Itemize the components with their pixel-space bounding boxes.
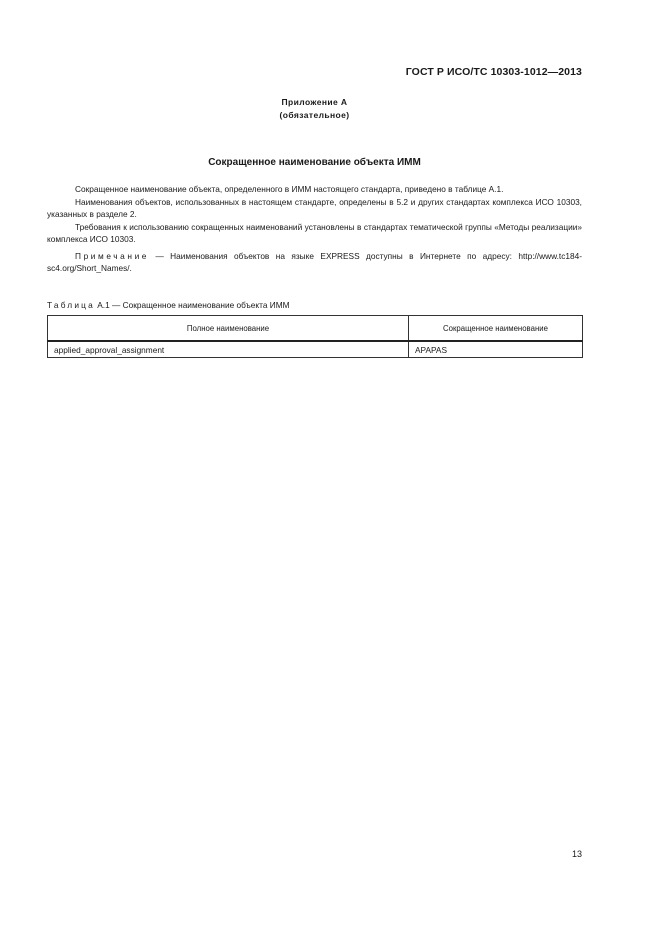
note-text: — Наименования объектов на языке EXPRESS доступны в Интернете по адресу: http://www.tc184-sc4.org/Short_Names/. — [47, 250, 582, 273]
page-number: 13 — [571, 849, 582, 859]
table-header-row — [48, 316, 583, 342]
short-names-table — [47, 315, 583, 358]
paragraph-2: Наименования объектов, использованных в настоящем стандарте, определены в 5.2 и других стандартах комплекса ИСО 10303, указанных в разделе 2. — [47, 196, 582, 219]
table-caption-label: Таблица — [47, 300, 95, 310]
annex-heading — [0, 96, 629, 122]
header-full-name: Полное наименование — [48, 316, 409, 342]
section-title: Сокращенное наименование объекта ИММ — [208, 157, 421, 168]
annex-status: (обязательное) — [279, 110, 350, 120]
paragraph-1: Сокращенное наименование объекта, определенного в ИММ настоящего стандарта, приведено в таблице А.1. — [75, 184, 504, 194]
paragraph-3: Требования к использованию сокращенных наименований установлены в стандартах тематической группы «Методы реализации» комплекса ИСО 10303. — [47, 221, 582, 244]
table-caption-text: А.1 — Сокращенное наименование объекта ИММ — [94, 300, 290, 310]
table-row — [48, 341, 583, 358]
document-code: ГОСТ Р ИСО/ТС 10303-1012—2013 — [405, 66, 582, 78]
cell-short-name: APAPAS — [409, 341, 583, 358]
note-paragraph — [47, 250, 582, 275]
table-caption — [47, 300, 290, 310]
annex-title: Приложение А — [281, 97, 348, 107]
note-label: Примечание — [75, 250, 150, 261]
body-text — [47, 183, 582, 275]
cell-full-name: applied_approval_assignment — [48, 341, 409, 358]
header-short-name: Сокращенное наименование — [409, 316, 583, 342]
